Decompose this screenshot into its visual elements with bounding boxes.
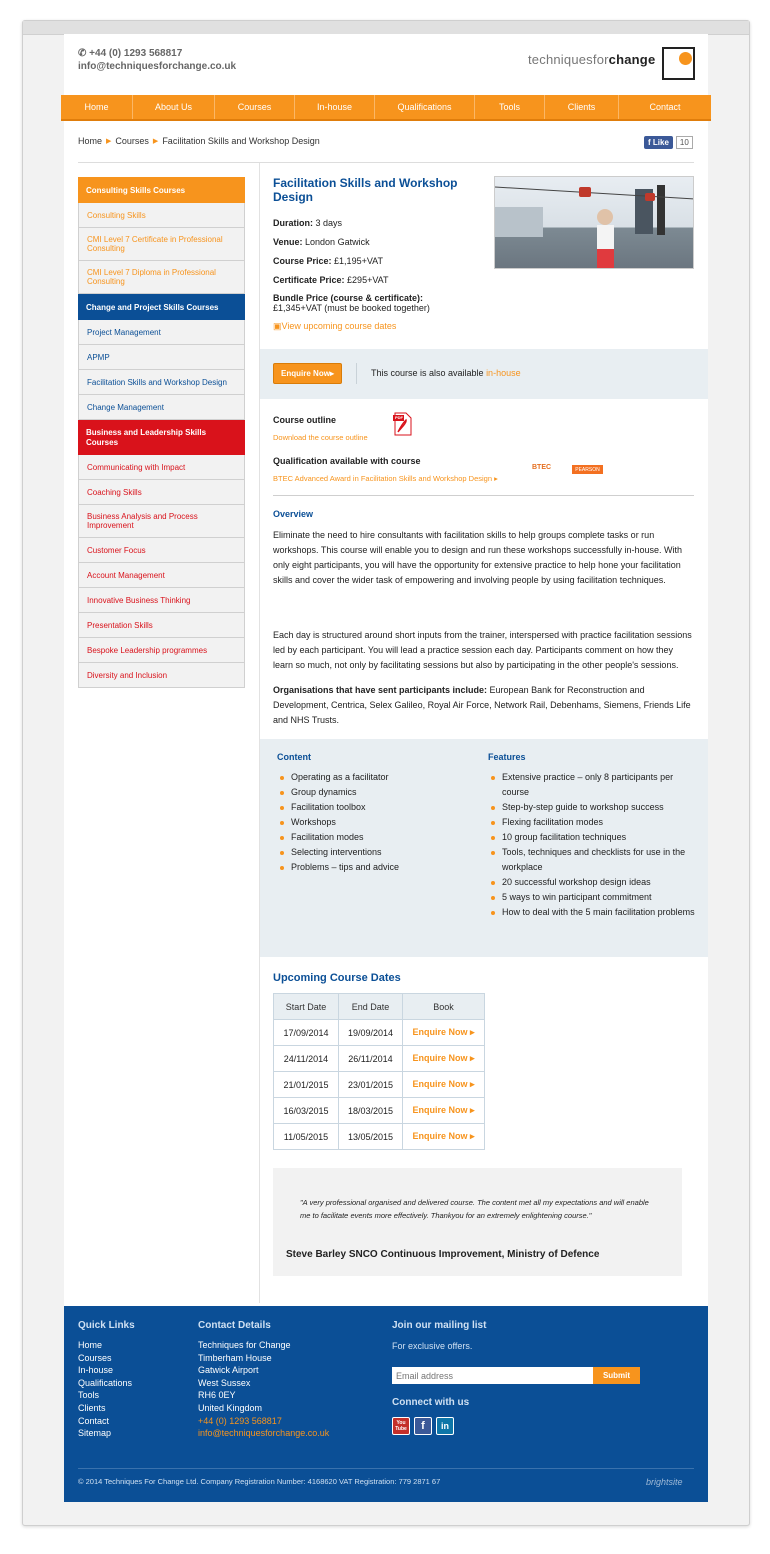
caret-right-icon: ▸ [470,1027,475,1037]
sidebar-item-cmi-diploma[interactable]: CMI Level 7 Diploma in Professional Consulting [78,261,245,294]
table-row [274,1046,485,1072]
nav-item-courses[interactable]: Courses [215,95,295,119]
site-logo[interactable] [528,52,655,67]
start-date-cell: 21/01/2015 [274,1072,339,1098]
column-header-start: Start Date [274,994,339,1020]
overview-paragraph-1: Eliminate the need to hire consultants with facilitation skills to help groups complete tasks or run workshops. This course will enable you to design and run these workshops successfully in-house. With only eight participants, you will have the opportunity for extensive practice to help hone your facilitation skills and cover the wider task of empowering and involving people by using facilitation techniques. [273,530,683,585]
btec-logo: BTEC [532,464,552,471]
sidebar-item-apmp[interactable]: APMP [78,345,245,370]
phone-icon: ✆ [78,48,87,59]
sidebar-item-innovative-thinking[interactable]: Innovative Business Thinking [78,588,245,613]
contact-line: West Sussex [198,1377,251,1388]
list-item: Group dynamics [277,785,477,800]
book-link[interactable] [403,1098,485,1124]
features-title: Features [488,752,526,762]
course-photo-illustration [495,177,694,269]
facebook-like-button[interactable] [644,136,673,149]
breadcrumb-home[interactable]: Home [78,136,103,146]
upcoming-dates-link-label: View upcoming course dates [281,321,397,331]
list-item: 5 ways to win participant commitment [488,890,696,905]
sidebar-item-diversity[interactable]: Diversity and Inclusion [78,663,245,688]
breadcrumb [78,136,320,146]
overview-paragraph-2: Each day is structured around short inputs from the trainer, interspersed with practice facilitation sessions led by each participant. You will lead a practice session each day. Participants comment on how they learn so much, not only by facilitating sessions but also by participating in the other people's sessions. [273,630,692,670]
list-item: Facilitation toolbox [277,800,477,815]
list-item: Facilitation modes [277,830,477,845]
course-duration [273,218,342,228]
column-header-book: Book [403,994,485,1020]
facebook-icon[interactable]: f [414,1417,432,1435]
cert-label: Certificate Price: [273,275,345,285]
footer-contact-title: Contact Details [198,1320,271,1331]
content-list [277,770,477,875]
cert-value: £295+VAT [347,275,389,285]
email-input[interactable] [392,1367,593,1384]
section-divider [273,495,694,496]
contact-line: United Kingdom [198,1402,263,1413]
end-date-cell: 26/11/2014 [339,1046,403,1072]
footer-link-contact[interactable]: Contact [78,1415,110,1426]
qualification-link[interactable] [273,474,498,483]
inhouse-link[interactable]: in-house [486,368,521,378]
footer-link-tools[interactable]: Tools [78,1390,100,1401]
sidebar-item-facilitation[interactable]: Facilitation Skills and Workshop Design [78,370,245,395]
footer [64,1306,708,1502]
footer-link-home[interactable]: Home [78,1340,103,1350]
footer-quick-links [78,1339,132,1440]
pearson-logo: PEARSON [572,465,603,474]
book-link[interactable] [403,1020,485,1046]
footer-quick-links-title: Quick Links [78,1320,135,1331]
end-date-cell: 19/09/2014 [339,1020,403,1046]
table-row [274,1020,485,1046]
sidebar-item-presentation[interactable]: Presentation Skills [78,613,245,638]
sidebar-item-business-analysis[interactable]: Business Analysis and Process Improvement [78,505,245,538]
enquire-now-button[interactable] [273,363,342,384]
breadcrumb-separator-icon: ▶ [152,138,159,145]
venue-value: London Gatwick [305,237,370,247]
footer-mailing-subtitle: For exclusive offers. [392,1341,473,1351]
bundle-price [273,293,430,313]
book-link[interactable] [403,1046,485,1072]
contact-line: Gatwick Airport [198,1365,259,1376]
contact-line: RH6 0EY [198,1390,236,1401]
footer-phone-link[interactable]: +44 (0) 1293 568817 [198,1415,282,1426]
enquire-now-label: Enquire Now [281,369,330,378]
nav-item-tools[interactable]: Tools [475,95,545,119]
upcoming-dates-title: Upcoming Course Dates [273,972,401,984]
browser-frame-top [23,21,749,35]
caret-right-icon: ▸ [470,1053,475,1063]
qualification-title: Qualification available with course [273,456,421,466]
price-value: £1,195+VAT [334,256,383,266]
header-phone-text: +44 (0) 1293 568817 [89,48,183,59]
sidebar-item-change-management[interactable]: Change Management [78,395,245,420]
footer-connect-title: Connect with us [392,1397,470,1408]
caret-right-icon: ▸ [329,369,334,378]
page-title: Facilitation Skills and Workshop Design [273,176,458,204]
sidebar-item-bespoke[interactable]: Bespoke Leadership programmes [78,638,245,663]
contact-line: Techniques for Change [198,1340,291,1350]
list-item: Flexing facilitation modes [488,815,696,830]
duration-label: Duration: [273,218,313,228]
calendar-icon: ▣ [273,321,282,331]
enquire-divider [356,363,357,384]
book-link-label: Enquire Now [412,1027,468,1037]
list-item: Workshops [277,815,477,830]
start-date-cell: 24/11/2014 [274,1046,339,1072]
footer-link-sitemap[interactable]: Sitemap [78,1428,112,1439]
overview-paragraph-3 [273,683,693,728]
course-venue [273,237,370,247]
logo-mark[interactable] [662,47,695,80]
list-item: 20 successful workshop design ideas [488,875,696,890]
upcoming-dates-link[interactable] [273,321,396,332]
sidebar-item-cmi-certificate[interactable]: CMI Level 7 Certificate in Professional Consulting [78,228,245,261]
footer-email-link[interactable]: info@techniquesforchange.co.uk [198,1428,330,1439]
inhouse-note [371,368,521,378]
testimonial-author: Steve Barley SNCO Continuous Improvement, Ministry of Defence [286,1249,600,1260]
youtube-icon[interactable]: You Tube [392,1417,410,1435]
facebook-icon: f [648,138,653,147]
start-date-cell: 11/05/2015 [274,1124,339,1150]
book-link-label: Enquire Now [412,1079,468,1089]
footer-link-clients[interactable]: Clients [78,1402,106,1413]
logo-text-b: change [608,52,656,67]
book-link-label: Enquire Now [412,1131,468,1141]
caret-right-icon: ▸ [470,1079,475,1089]
testimonial-quote: "A very professional organised and delivered course. The content met all my expectations and will enable me to facilitate events more effectively. Thankyou for an extremely enlightening course." [300,1198,649,1220]
table-row [274,1098,485,1124]
social-links [392,1417,458,1435]
list-item: Operating as a facilitator [277,770,477,785]
page [64,34,708,1502]
sidebar-item-consulting-skills[interactable]: Consulting Skills [78,203,245,228]
header-divider [78,162,694,163]
course-price [273,256,383,266]
footer-link-inhouse[interactable]: In-house [78,1365,114,1376]
column-header-end: End Date [339,994,403,1020]
list-item: Step-by-step guide to workshop success [488,800,696,815]
caret-right-icon: ▸ [470,1105,475,1115]
nav-item-clients[interactable]: Clients [545,95,619,119]
testimonial [273,1168,682,1276]
footer-contact-details [198,1339,329,1440]
breadcrumb-courses[interactable]: Courses [115,136,149,146]
bundle-value: £1,345+VAT (must be booked together) [273,303,430,313]
sidebar-item-customer-focus[interactable]: Customer Focus [78,538,245,563]
end-date-cell: 23/01/2015 [339,1072,403,1098]
main-nav [61,95,711,121]
features-list [488,770,696,920]
book-link[interactable] [403,1124,485,1150]
footer-link-courses[interactable]: Courses [78,1352,112,1363]
dates-table [273,993,485,1150]
duration-value: 3 days [315,218,343,228]
list-item: 10 group facilitation techniques [488,830,696,845]
sidebar-item-communicating[interactable]: Communicating with Impact [78,455,245,480]
book-link-label: Enquire Now [412,1105,468,1115]
footer-mailing-title: Join our mailing list [392,1320,487,1331]
header-phone[interactable] [78,48,182,59]
footer-copyright: © 2014 Techniques For Change Ltd. Company Registration Number: 4168620 VAT Registration: 779 2871 67 [78,1477,441,1486]
column-divider [259,163,260,1303]
organisations-list: European Bank for Reconstruction and Development, Centrica, Selex Galileo, Royal Air Force, Network Rail, Debenhams, Siemens, Friends Life and NHS Trusts. [273,685,691,725]
list-item: How to deal with the 5 main facilitation problems [488,905,696,920]
price-label: Course Price: [273,256,332,266]
list-item: Problems – tips and advice [277,860,477,875]
start-date-cell: 17/09/2014 [274,1020,339,1046]
list-item: Selecting interventions [277,845,477,860]
pdf-icon-label: PDF [395,415,403,420]
inhouse-note-text: This course is also available [371,368,487,378]
facebook-like-widget [644,136,693,149]
nav-item-inhouse[interactable]: In-house [295,95,375,119]
bundle-label: Bundle Price (course & certificate): [273,293,424,303]
venue-label: Venue: [273,237,303,247]
list-item: Extensive practice – only 8 participants per course [488,770,696,800]
course-outline-download[interactable]: Download the course outline [273,433,368,442]
caret-right-icon: ▸ [494,474,498,483]
course-outline-title: Course outline [273,415,337,425]
end-date-cell: 13/05/2015 [339,1124,403,1150]
brightsite-logo[interactable]: brightsite [646,1477,683,1487]
table-header-row [274,994,485,1020]
breadcrumb-current: Facilitation Skills and Workshop Design [162,136,320,146]
overview-title: Overview [273,509,314,519]
sidebar-item-project-management[interactable]: Project Management [78,320,245,345]
nav-item-qualifications[interactable]: Qualifications [375,95,475,119]
sidebar-item-coaching[interactable]: Coaching Skills [78,480,245,505]
end-date-cell: 18/03/2015 [339,1098,403,1124]
submit-button[interactable]: Submit [593,1367,640,1384]
nav-item-home[interactable]: Home [61,95,133,119]
course-photo [494,176,694,269]
sidebar-heading-leadership[interactable]: Business and Leadership Skills Courses [78,420,245,455]
footer-divider [78,1468,694,1469]
organisations-label: Organisations that have sent participants include: [273,685,488,695]
table-row [274,1072,485,1098]
start-date-cell: 16/03/2015 [274,1098,339,1124]
contact-line: Timberham House [198,1352,272,1363]
sidebar-heading-consulting[interactable]: Consulting Skills Courses [78,177,245,203]
list-item: Tools, techniques and checklists for use in the workplace [488,845,696,875]
book-link-label: Enquire Now [412,1053,468,1063]
header-email[interactable]: info@techniquesforchange.co.uk [78,61,237,72]
logo-text-a: techniquesfor [528,52,609,67]
qualification-link-label: BTEC Advanced Award in Facilitation Skills and Workshop Design [273,474,492,483]
book-link[interactable] [403,1072,485,1098]
logo-dot [679,52,692,65]
sidebar [78,177,245,688]
sidebar-item-account-management[interactable]: Account Management [78,563,245,588]
breadcrumb-separator-icon: ▶ [106,138,112,145]
content-title: Content [277,752,311,762]
table-row [274,1124,485,1150]
certificate-price [273,275,389,285]
linkedin-icon[interactable]: in [436,1417,454,1435]
footer-link-qualifications[interactable]: Qualifications [78,1377,133,1388]
sidebar-heading-change[interactable]: Change and Project Skills Courses [78,294,245,320]
caret-right-icon: ▸ [470,1131,475,1141]
nav-item-about[interactable]: About Us [133,95,215,119]
facebook-like-count: 10 [676,136,693,149]
nav-item-contact[interactable]: Contact [649,102,681,112]
facebook-like-label: Like [652,138,669,147]
